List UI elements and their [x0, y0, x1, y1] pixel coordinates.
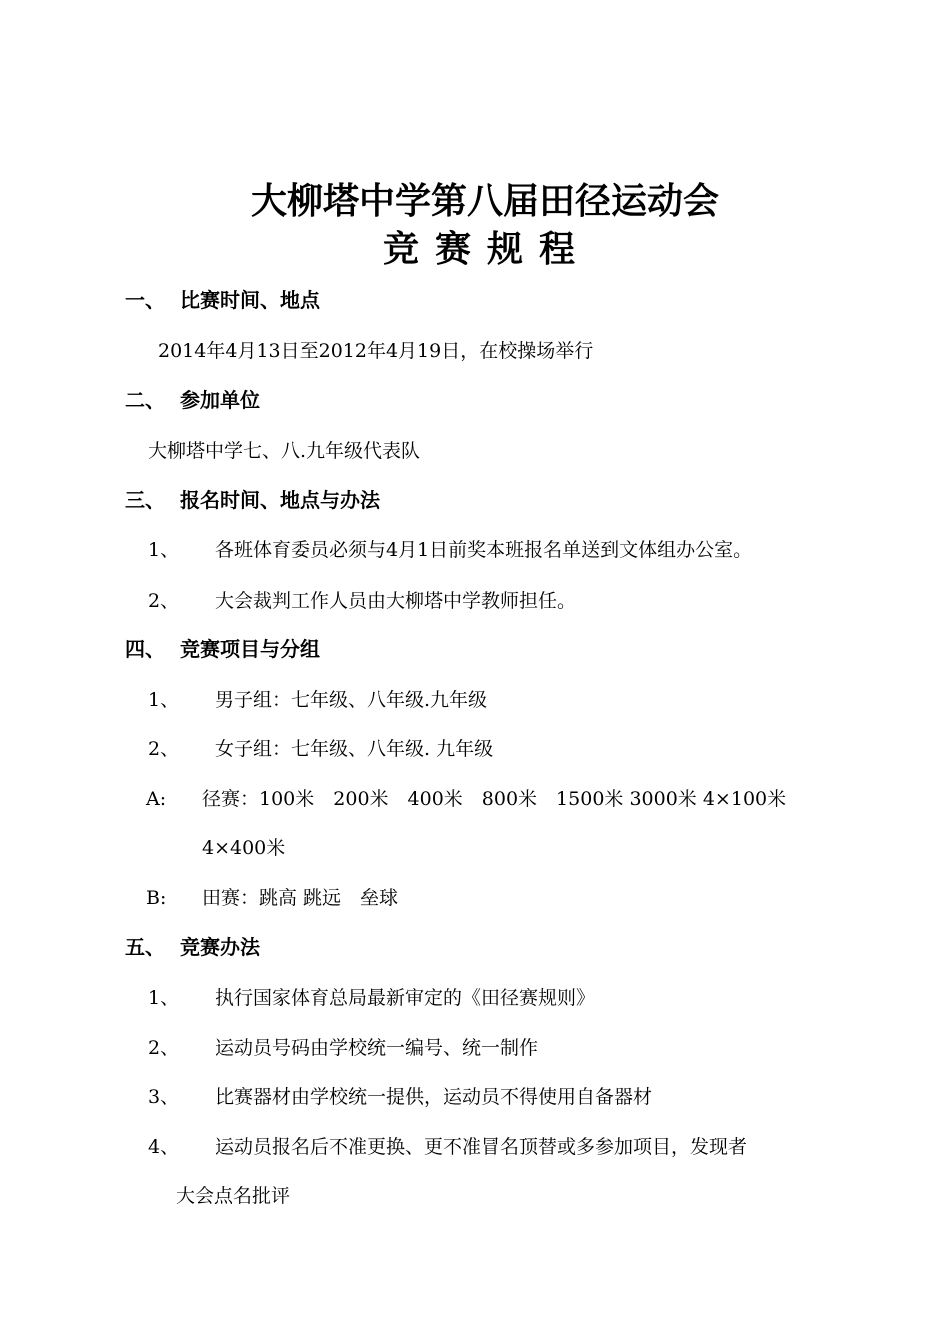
list-item-number: 2、: [148, 738, 180, 760]
list-item: [148, 589, 576, 613]
list-item-number: 2、: [148, 590, 180, 612]
section-heading: [125, 935, 260, 959]
list-item-text: 径赛：100米 200米 400米 800米 1500米 3000米 4×100米: [202, 788, 787, 810]
list-item-number: 1、: [148, 539, 180, 561]
section-number: 三、: [125, 488, 165, 512]
list-item: [146, 886, 398, 910]
section-number: 二、: [125, 388, 165, 412]
list-item: [148, 1085, 652, 1109]
section-number: 四、: [125, 637, 165, 661]
body-line: 4×400米: [202, 837, 286, 859]
list-item-text: 运动员报名后不准更换、更不准冒名顶替或多参加项目，发现者: [215, 1136, 748, 1158]
list-item-number: 4、: [148, 1136, 180, 1158]
list-item-number: A:: [146, 788, 167, 810]
section-title: 参加单位: [180, 388, 260, 412]
list-item: [148, 688, 487, 712]
section-heading: [125, 637, 320, 661]
body-line: 大会点名批评: [176, 1185, 291, 1207]
section-number: 五、: [125, 935, 165, 959]
section-heading: [125, 388, 260, 412]
list-item-number: B:: [146, 887, 167, 909]
section-number: 一、: [125, 288, 165, 312]
list-item: [146, 787, 786, 811]
body-line: 2014年4月13日至2012年4月19日，在校操场举行: [158, 340, 594, 362]
list-item-text: 运动员号码由学校统一编号、统一制作: [215, 1037, 539, 1059]
section-title: 比赛时间、地点: [180, 288, 320, 312]
list-item-text: 田赛：跳高 跳远 垒球: [202, 887, 399, 909]
section-heading: [125, 488, 380, 512]
list-item: [148, 737, 493, 761]
list-item-number: 1、: [148, 987, 180, 1009]
list-item: [148, 538, 752, 562]
document-title: 大柳塔中学第八届田径运动会: [250, 181, 719, 222]
list-item-text: 比赛器材由学校统一提供，运动员不得使用自备器材: [215, 1086, 653, 1108]
section-title: 报名时间、地点与办法: [180, 488, 380, 512]
list-item: [148, 1135, 747, 1159]
list-item-text: 大会裁判工作人员由大柳塔中学教师担任。: [215, 590, 577, 612]
list-item-text: 各班体育委员必须与4月1日前奖本班报名单送到文体组办公室。: [215, 539, 753, 561]
section-title: 竞赛办法: [180, 935, 260, 959]
section-heading: [125, 288, 320, 312]
list-item: [148, 986, 595, 1010]
section-title: 竞赛项目与分组: [180, 637, 320, 661]
body-line: 大柳塔中学七、八.九年级代表队: [148, 440, 421, 462]
list-item-number: 1、: [148, 689, 180, 711]
list-item-text: 女子组：七年级、八年级. 九年级: [215, 738, 494, 760]
list-item: [148, 1036, 538, 1060]
document-subtitle: 竞赛规程: [382, 229, 591, 270]
list-item-number: 2、: [148, 1037, 180, 1059]
list-item-text: 执行国家体育总局最新审定的《田径赛规则》: [215, 987, 596, 1009]
list-item-text: 男子组：七年级、八年级.九年级: [215, 689, 488, 711]
list-item-number: 3、: [148, 1086, 180, 1108]
